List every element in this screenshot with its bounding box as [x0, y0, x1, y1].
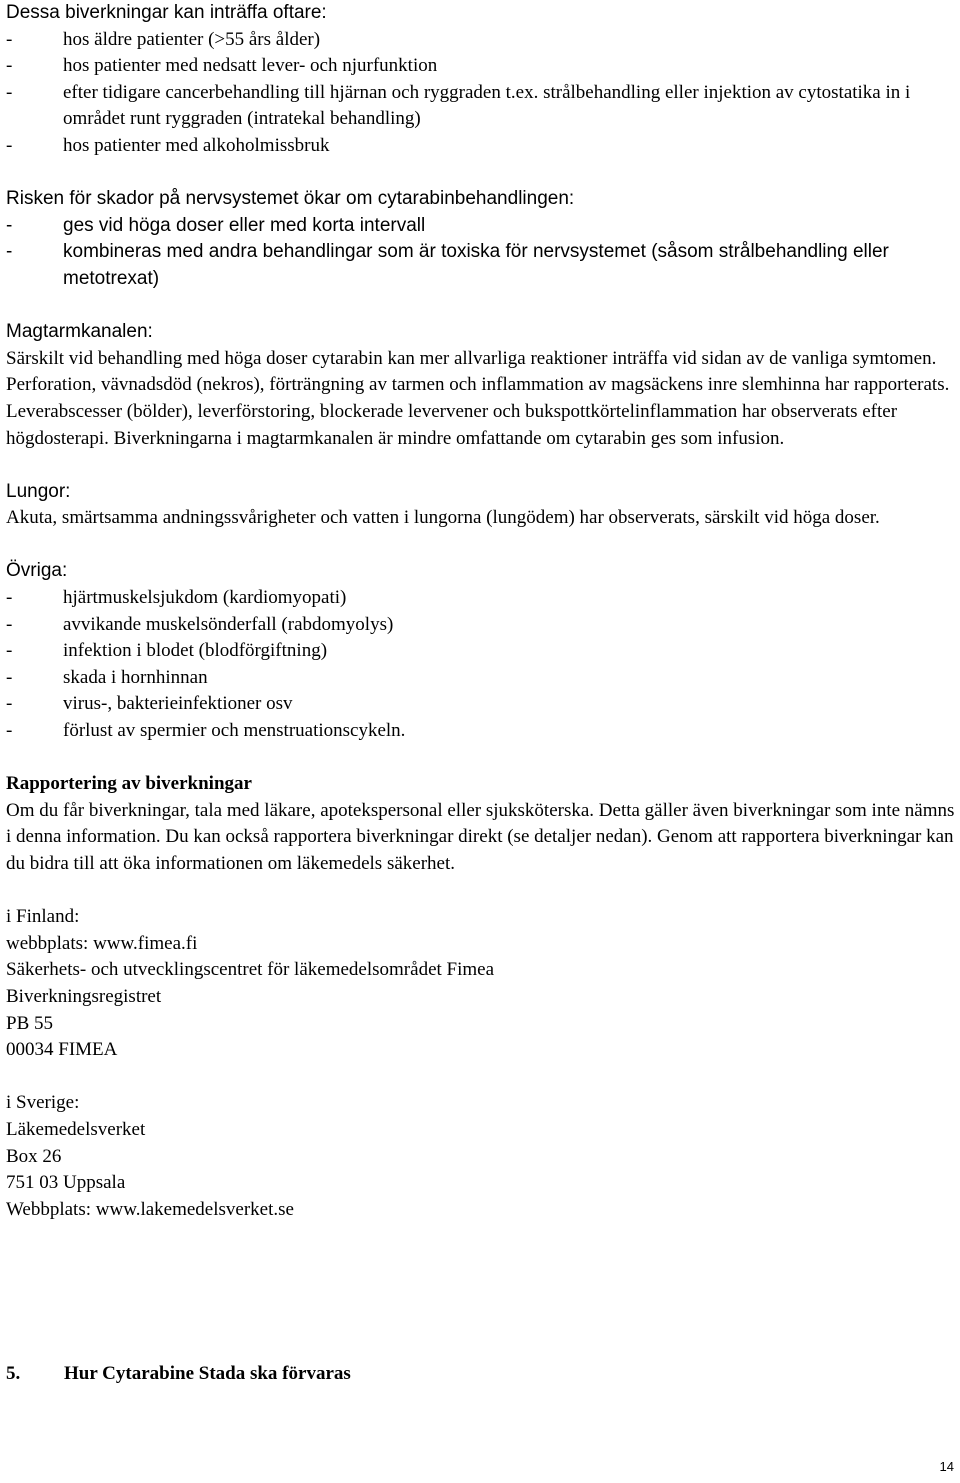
- list-item-text: skada i hornhinnan: [63, 666, 208, 688]
- finland-website[interactable]: webbplats: www.fimea.fi: [6, 932, 198, 954]
- list-item-text: efter tidigare cancerbehandling till hjärnan och ryggraden t.ex. strålbehandling eller injektion av cytostatika in i området runt ryggraden (intratekal behandling): [63, 81, 911, 130]
- list-item: [6, 665, 958, 692]
- list-dash: -: [6, 693, 13, 715]
- list-dash: -: [6, 587, 13, 609]
- list-item-text: virus-, bakterieinfektioner osv: [63, 693, 293, 715]
- list-item: [6, 638, 958, 665]
- gi-heading: Magtarmkanalen:: [6, 321, 153, 343]
- list-item-text: hos patienter med alkoholmissbruk: [63, 134, 330, 156]
- page-number: 14: [939, 1459, 954, 1475]
- list-item-text: hos patienter med nedsatt lever- och njurfunktion: [63, 55, 438, 77]
- list-item: [6, 585, 958, 612]
- list-item: [6, 691, 958, 718]
- finland-address-line: 00034 FIMEA: [6, 1039, 118, 1061]
- finland-address-line: Säkerhets- och utvecklingscentret för läkemedelsområdet Fimea: [6, 959, 495, 981]
- list-item-text: avvikande muskelsönderfall (rabdomyolys): [63, 613, 394, 635]
- document-page: [6, 0, 958, 1223]
- list-dash: -: [6, 55, 13, 77]
- risk-heading: Risken för skador på nervsystemet ökar om cytarabinbehandlingen:: [6, 188, 575, 210]
- list-item: [6, 80, 958, 133]
- sweden-website[interactable]: Webbplats: www.lakemedelsverket.se: [6, 1198, 294, 1220]
- finland-address-line: PB 55: [6, 1012, 53, 1034]
- list-item-text: infektion i blodet (blodförgiftning): [63, 640, 328, 662]
- list-dash: -: [6, 81, 13, 103]
- other-heading: Övriga:: [6, 560, 68, 582]
- finland-address-line: Biverkningsregistret: [6, 985, 162, 1007]
- list-dash: -: [6, 640, 13, 662]
- list-item: [6, 213, 958, 240]
- list-item: [6, 53, 958, 80]
- lungs-text: Akuta, smärtsamma andningssvårigheter och vatten i lungorna (lungödem) har observerats, särskilt vid höga doser.: [6, 507, 880, 529]
- intro-heading: Dessa biverkningar kan inträffa oftare:: [6, 2, 327, 23]
- list-dash: -: [6, 613, 13, 635]
- list-item-text: ges vid höga doser eller med korta intervall: [63, 214, 426, 236]
- list-dash: -: [6, 214, 13, 236]
- finland-label: i Finland:: [6, 906, 80, 928]
- list-item: [6, 27, 958, 54]
- list-dash: -: [6, 666, 13, 688]
- list-item-text: förlust av spermier och menstruationscykeln.: [63, 720, 406, 742]
- list-dash: -: [6, 28, 13, 50]
- lungs-heading: Lungor:: [6, 480, 71, 502]
- sweden-address-line: Box 26: [6, 1145, 62, 1167]
- list-item-text: kombineras med andra behandlingar som är toxiska för nervsystemet (såsom strålbehandling eller metotrexat): [63, 241, 889, 289]
- list-item: [6, 612, 958, 639]
- sweden-label: i Sverige:: [6, 1092, 80, 1114]
- reporting-text: Om du får biverkningar, tala med läkare, apotekspersonal eller sjuksköterska. Detta gäller även biverkningar som inte nämns i denna information. Du kan också rapportera biverkningar direkt (se detaljer nedan). Genom att rapportera biverkningar kan du bidra till att öka informationen om läkemedels säkerhet.: [6, 799, 955, 874]
- sweden-address-line: 751 03 Uppsala: [6, 1172, 126, 1194]
- section-number: 5.: [6, 1363, 21, 1384]
- list-dash: -: [6, 720, 13, 742]
- section-heading: [6, 1361, 351, 1388]
- section-title: Hur Cytarabine Stada ska förvaras: [64, 1363, 351, 1384]
- list-item: [6, 239, 958, 292]
- gi-text: Särskilt vid behandling med höga doser cytarabin kan mer allvarliga reaktioner inträffa vid sidan av de vanliga symtomen. Perforation, vävnadsdöd (nekros), förträngning av tarmen och inflammation av magsäckens inre slemhinna har rapporterats. Leverabscesser (bölder), leverförstoring, blockerade levervener och bukspottkörtelinflammation har observerats efter högdosterapi. Biverkningarna i magtarmkanalen är mindre omfattande om cytarabin ges som infusion.: [6, 347, 950, 449]
- list-dash: -: [6, 241, 13, 263]
- sweden-address-line: Läkemedelsverket: [6, 1118, 146, 1140]
- list-item: [6, 133, 958, 160]
- list-item-text: hjärtmuskelsjukdom (kardiomyopati): [63, 587, 347, 609]
- list-dash: -: [6, 134, 13, 156]
- list-item-text: hos äldre patienter (>55 års ålder): [63, 28, 321, 50]
- reporting-heading: Rapportering av biverkningar: [6, 773, 252, 795]
- list-item: [6, 718, 958, 745]
